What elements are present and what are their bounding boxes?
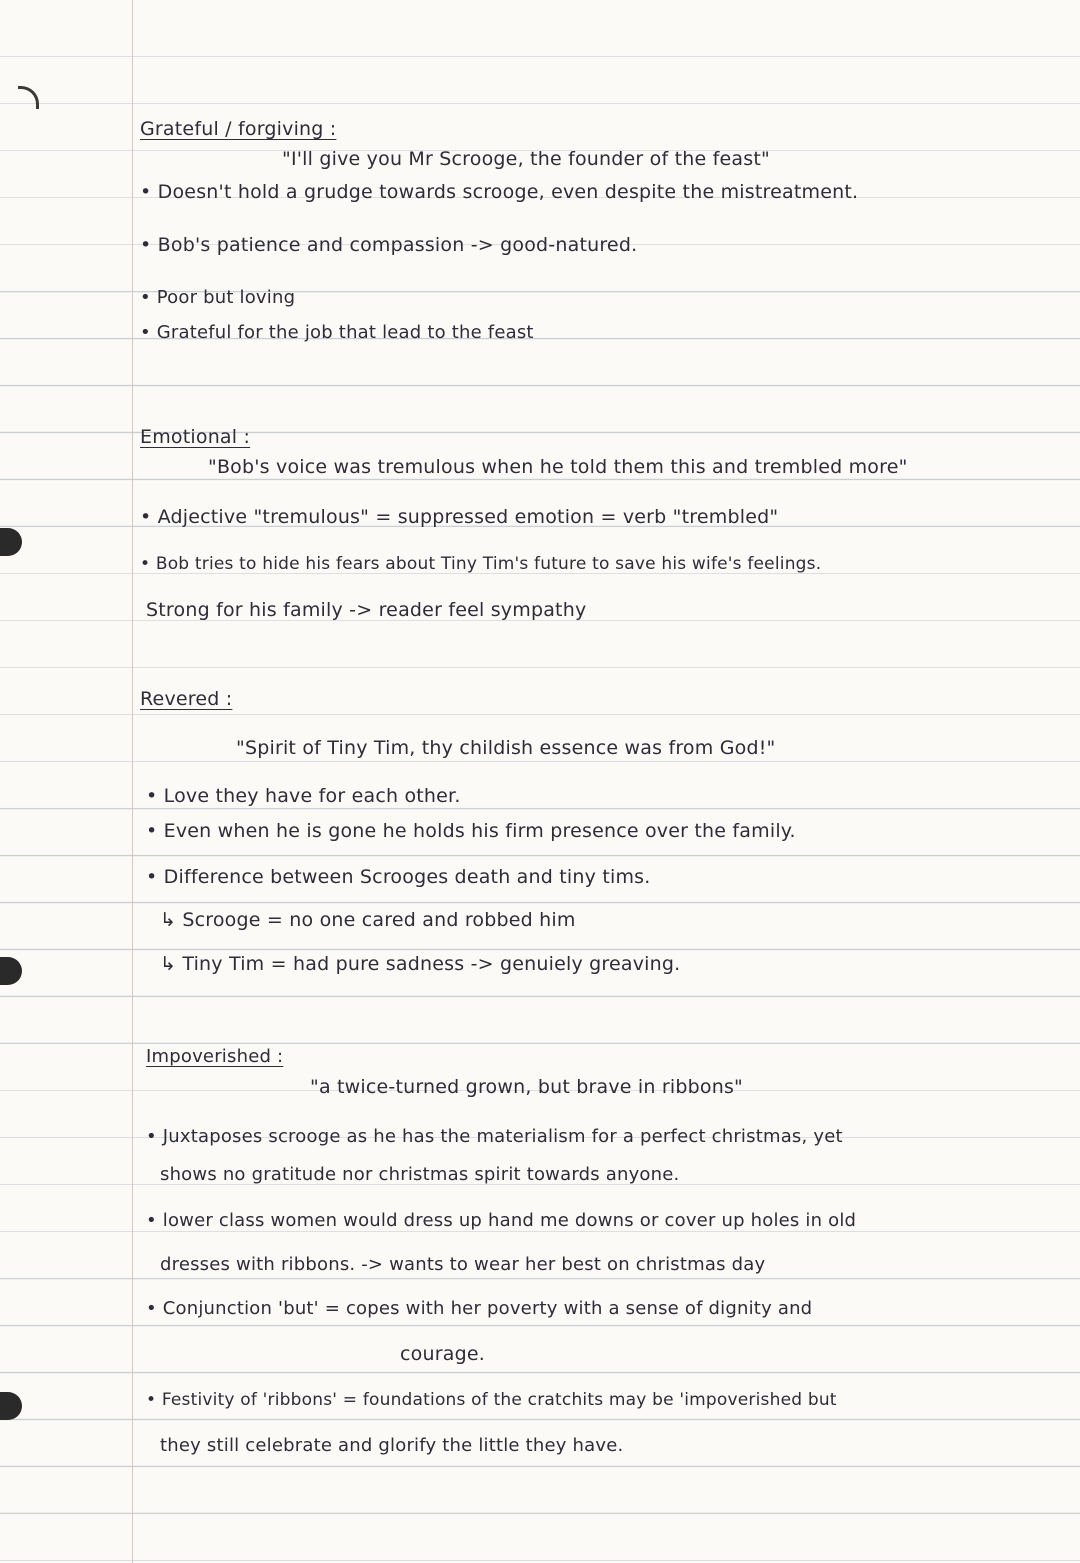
note-line: • Juxtaposes scrooge as he has the materialism for a perfect christmas, yet bbox=[146, 1126, 843, 1147]
punch-hole bbox=[0, 957, 22, 985]
page-curl-mark bbox=[18, 86, 39, 109]
section-heading: Impoverished : bbox=[146, 1046, 284, 1067]
note-line: Strong for his family -> reader feel sympathy bbox=[146, 599, 587, 621]
note-line: • Grateful for the job that lead to the feast bbox=[140, 322, 534, 343]
note-line: • Adjective "tremulous" = suppressed emotion = verb "trembled" bbox=[140, 506, 779, 528]
section-heading: Emotional : bbox=[140, 426, 251, 448]
note-line: • Difference between Scrooges death and tiny tims. bbox=[146, 866, 651, 888]
note-line: • Poor but loving bbox=[140, 287, 296, 308]
punch-hole bbox=[0, 528, 22, 556]
section-quote: "Spirit of Tiny Tim, thy childish essence was from God!" bbox=[236, 737, 776, 759]
section-quote: "Bob's voice was tremulous when he told them this and trembled more" bbox=[208, 456, 908, 478]
note-line: they still celebrate and glorify the little they have. bbox=[160, 1435, 624, 1456]
punch-hole bbox=[0, 1392, 22, 1420]
note-line: courage. bbox=[400, 1343, 485, 1365]
section-quote: "I'll give you Mr Scrooge, the founder of the feast" bbox=[282, 148, 770, 170]
note-line: dresses with ribbons. -> wants to wear her best on christmas day bbox=[160, 1254, 766, 1275]
section-heading: Revered : bbox=[140, 688, 233, 710]
note-line: • Love they have for each other. bbox=[146, 785, 461, 807]
section-quote: "a twice-turned grown, but brave in ribbons" bbox=[310, 1076, 743, 1098]
note-line: • Bob's patience and compassion -> good-natured. bbox=[140, 234, 638, 256]
note-line: ↳ Scrooge = no one cared and robbed him bbox=[160, 909, 576, 931]
note-line: ↳ Tiny Tim = had pure sadness -> genuiely greaving. bbox=[160, 953, 681, 975]
note-line: • Even when he is gone he holds his firm presence over the family. bbox=[146, 820, 796, 842]
note-line: • lower class women would dress up hand me downs or cover up holes in old bbox=[146, 1210, 857, 1231]
section-heading: Grateful / forgiving : bbox=[140, 118, 337, 140]
note-line: • Conjunction 'but' = copes with her poverty with a sense of dignity and bbox=[146, 1298, 813, 1319]
note-line: • Festivity of 'ribbons' = foundations of the cratchits may be 'impoverished but bbox=[146, 1390, 837, 1410]
margin-line bbox=[132, 0, 133, 1563]
note-line: shows no gratitude nor christmas spirit towards anyone. bbox=[160, 1164, 680, 1185]
note-line: • Bob tries to hide his fears about Tiny Tim's future to save his wife's feelings. bbox=[140, 554, 822, 574]
note-line: • Doesn't hold a grudge towards scrooge, even despite the mistreatment. bbox=[140, 181, 859, 203]
